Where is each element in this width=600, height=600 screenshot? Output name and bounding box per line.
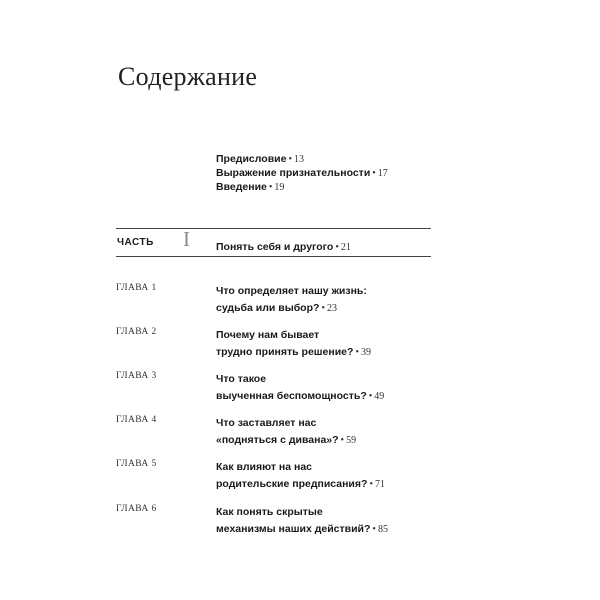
page-number: 21 xyxy=(340,242,351,253)
page-number: 71 xyxy=(374,479,385,490)
chapter-title-line-1: Что определяет нашу жизнь: xyxy=(216,285,367,297)
chapter-label: ГЛАВА 6 xyxy=(116,504,157,514)
chapter-title-line-1: Как понять скрытые xyxy=(216,506,323,518)
chapter-title-line-2: «подняться с дивана»? xyxy=(216,434,339,446)
chapter-title-line-2: родительские предписания? xyxy=(216,478,368,490)
chapter-title-line-1: Почему нам бывает xyxy=(216,329,320,341)
page-number: 39 xyxy=(360,347,371,358)
chapter-label: ГЛАВА 1 xyxy=(116,283,157,293)
toc-entry-introduction[interactable] xyxy=(216,181,284,193)
page-number: 49 xyxy=(374,391,385,402)
page-number: 13 xyxy=(293,154,304,165)
part-numeral: I xyxy=(183,227,190,251)
page-number: 85 xyxy=(377,524,388,535)
chapter-title-line-1: Что такое xyxy=(216,373,267,385)
toc-entry-part-1[interactable] xyxy=(216,237,351,255)
part-label: ЧАСТЬ xyxy=(117,237,154,248)
toc-entry-title: Введение xyxy=(216,181,267,193)
chapter-label: ГЛАВА 2 xyxy=(116,327,157,337)
bullet-separator: • xyxy=(321,303,325,314)
page-title: Содержание xyxy=(118,62,258,91)
bullet-separator: • xyxy=(288,154,292,165)
chapter-label: ГЛАВА 3 xyxy=(116,371,157,381)
page-number: 17 xyxy=(377,168,388,179)
toc-entry-title: Понять себя и другого xyxy=(216,241,334,253)
chapter-title-line-1: Как влияют на нас xyxy=(216,461,313,473)
bullet-separator: • xyxy=(368,391,373,402)
divider-top xyxy=(116,228,431,229)
chapter-title-line-2: судьба или выбор? xyxy=(216,302,320,314)
chapter-title-line-2: механизмы наших действий? xyxy=(216,523,371,535)
toc-entry-acknowledgements[interactable] xyxy=(216,167,388,179)
bullet-separator: • xyxy=(372,168,376,179)
page-number: 59 xyxy=(346,435,357,446)
chapter-label: ГЛАВА 4 xyxy=(116,415,157,425)
chapter-title-line-1: Что заставляет нас xyxy=(216,417,317,429)
chapter-title-line-2: выученная беспомощность? xyxy=(216,390,367,402)
bullet-separator: • xyxy=(335,242,339,253)
bullet-separator: • xyxy=(340,435,345,446)
divider-bottom xyxy=(116,256,431,257)
bullet-separator: • xyxy=(369,479,373,490)
chapter-title-line-2: трудно принять решение? xyxy=(216,346,354,358)
bullet-separator: • xyxy=(372,524,376,535)
page-number: 19 xyxy=(274,182,285,193)
bullet-separator: • xyxy=(355,347,359,358)
page-number: 23 xyxy=(326,303,337,314)
toc-entry-preface[interactable] xyxy=(216,153,304,165)
toc-entry-title: Предисловие xyxy=(216,153,287,165)
chapter-label: ГЛАВА 5 xyxy=(116,459,157,469)
toc-entry-title: Выражение признательности xyxy=(216,167,371,179)
bullet-separator: • xyxy=(268,182,273,193)
